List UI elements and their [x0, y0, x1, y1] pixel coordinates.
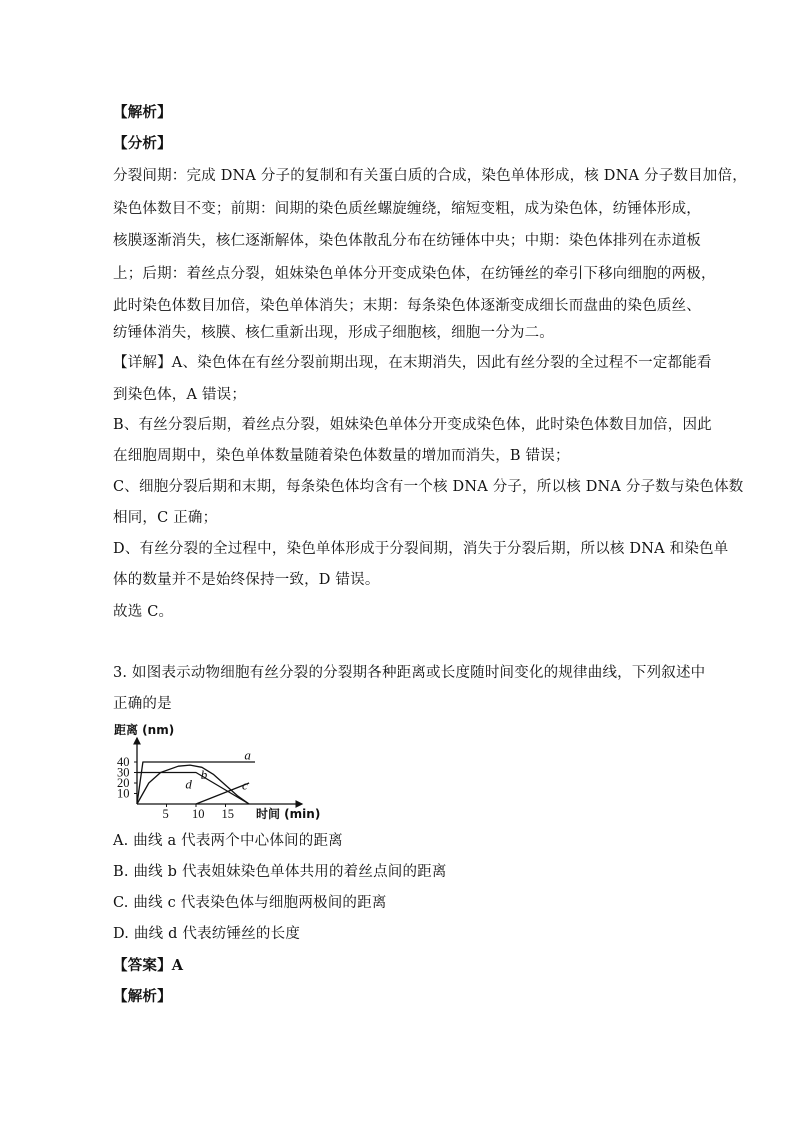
detail-line: 体的数量并不是始终保持一致，D 错误。 — [113, 572, 380, 588]
curve-label-c: c — [242, 777, 248, 793]
detail-line: D、有丝分裂的全过程中，染色单体形成于分裂间期，消失于分裂后期，所以核 DNA 和染色单 — [113, 541, 729, 557]
detail-line: 【详解】A、染色体在有丝分裂前期出现，在末期消失，因此有丝分裂的全过程不一定都能看 — [113, 355, 712, 371]
y-tick-label: 10 — [117, 786, 130, 801]
jiexi-heading: 【解析】 — [113, 104, 172, 121]
x-tick-label: 15 — [221, 807, 234, 821]
option-a: A. 曲线 a 代表两个中心体间的距离 — [113, 833, 343, 849]
option-d: D. 曲线 d 代表纺锤丝的长度 — [113, 926, 301, 942]
detail-line: C、细胞分裂后期和末期，每条染色体均含有一个核 DNA 分子，所以核 DNA 分子数与染色体数 — [113, 479, 744, 495]
option-c: C. 曲线 c 代表染色体与细胞两极间的距离 — [113, 895, 387, 911]
question-stem: 3. 如图表示动物细胞有丝分裂的分裂期各种距离或长度随时间变化的规律曲线，下列叙述中 — [113, 665, 706, 681]
curve-d — [137, 773, 249, 805]
detail-line: 在细胞周期中，染色单体数量随着染色体数量的增加而消失，B 错误； — [113, 448, 570, 464]
distance-time-chart — [110, 720, 320, 826]
analysis-line: 纺锤体消失，核膜、核仁重新出现，形成子细胞核，细胞一分为二。 — [113, 325, 554, 341]
detail-line: 到染色体，A 错误； — [113, 387, 247, 403]
curve-label-a: a — [244, 747, 251, 763]
x-axis-title: 时间 (min) — [256, 807, 320, 821]
analysis-line: 核膜逐渐消失，核仁逐渐解体，染色体散乱分布在纺锤体中央；中期：染色体排列在赤道板 — [113, 233, 701, 249]
curve-b — [137, 765, 249, 804]
curve-label-b: b — [200, 766, 208, 782]
analysis-line: 上；后期：着丝点分裂，姐妹染色单体分开变成染色体，在纺锤丝的牵引下移向细胞的两极， — [113, 266, 716, 282]
y-axis-title: 距离 (nm) — [114, 723, 175, 737]
question-stem: 正确的是 — [113, 696, 172, 712]
y-tick-label: 20 — [117, 776, 130, 790]
detail-line: 故选 C。 — [113, 604, 174, 620]
curve-label-d: d — [185, 776, 192, 792]
analysis-line: 染色体数目不变；前期：间期的染色质丝螺旋缠绕，缩短变粗，成为染色体，纺锤体形成， — [113, 201, 701, 217]
y-tick-label: 30 — [117, 765, 130, 780]
chart-svg — [110, 720, 320, 826]
detail-line: B、有丝分裂后期，着丝点分裂，姐妹染色单体分开变成染色体，此时染色体数目加倍，因此 — [113, 417, 712, 433]
answer-line: 【答案】A — [113, 957, 184, 974]
option-b: B. 曲线 b 代表姐妹染色单体共用的着丝点间的距离 — [113, 864, 447, 880]
x-tick-label: 5 — [162, 807, 169, 821]
analysis-line: 此时染色体数目加倍，染色单体消失；末期：每条染色体逐渐变成细长而盘曲的染色质丝、 — [113, 298, 701, 314]
detail-line: 相同，C 正确； — [113, 510, 218, 526]
x-tick-label: 10 — [192, 807, 205, 821]
y-tick-label: 40 — [117, 755, 130, 769]
fenxi-heading: 【分析】 — [113, 135, 172, 152]
analysis-line: 分裂间期：完成 DNA 分子的复制和有关蛋白质的合成，染色单体形成，核 DNA 分子数目加倍， — [113, 168, 747, 184]
jiexi-heading-2: 【解析】 — [113, 988, 172, 1005]
